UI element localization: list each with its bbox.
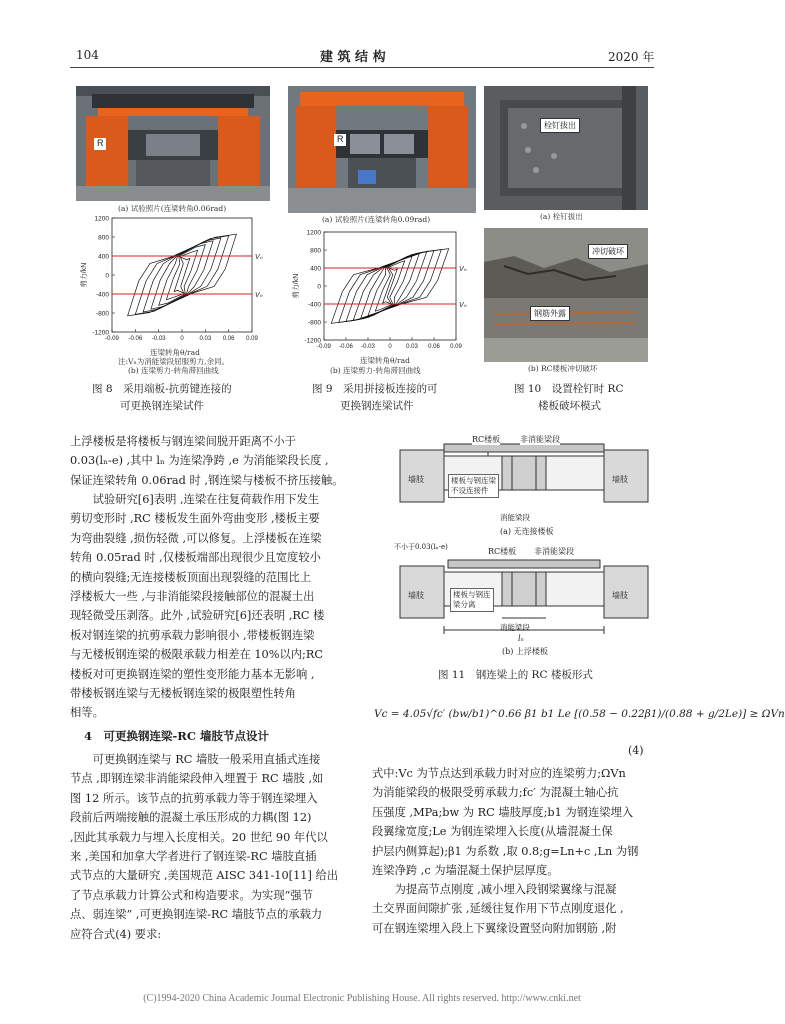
- text-line: 带楼板钢连梁与无楼板钢连梁的极限塑性转角: [70, 687, 296, 701]
- fig11b-wall-left: 墙肢: [408, 591, 424, 600]
- fig11b-link: 消能梁段: [500, 623, 530, 632]
- hysteresis-loop: [346, 250, 434, 321]
- right-paragraph-where: [372, 764, 658, 880]
- y-tick-label: -1200: [304, 337, 321, 345]
- text-line: 可在钢连梁埋入段上下翼缘设置竖向附加钢筋 ,附: [372, 921, 617, 935]
- text-line: 点、弱连梁” ,可更换钢连梁-RC 墙肢节点的承载力: [70, 908, 323, 922]
- header-rule: [70, 67, 654, 68]
- text-line: 0.03(lₙ-e) ,其中 lₙ 为连梁净跨 ,e 为消能梁段长度 ,: [70, 454, 329, 468]
- fig10b-caption: (b) RC楼板冲切破坏: [528, 364, 598, 373]
- x-tick-label: 0.09: [450, 344, 462, 350]
- text-line: 楼板对可更换钢连梁的塑性变形能力基本无影响 ,: [70, 667, 315, 681]
- fig11a-rc-slab: RC楼板: [472, 435, 501, 444]
- text-line: 应符合式(4) 要求:: [70, 927, 162, 941]
- fig8-caption: [92, 381, 262, 415]
- fig10-caption-line1: 图 10 设置栓钉时 RC: [514, 383, 624, 395]
- hysteresis-loop: [174, 257, 190, 293]
- y-tick-label: 800: [310, 247, 321, 255]
- fig11b-caption: (b) 上浮楼板: [502, 647, 548, 656]
- text-line: 压强度 ,MPa;bw 为 RC 墙肢厚度;b1 为钢连梁埋入: [372, 805, 634, 819]
- fig10-caption-line2: 楼板破坏模式: [538, 400, 601, 412]
- fig9-caption-line2: 更换钢连梁试件: [340, 400, 414, 412]
- fig8-photo-caption: (a) 试验照片(连梁转角0.06rad): [118, 204, 227, 213]
- page-number: 104: [76, 48, 99, 62]
- text-line: 式中:Vc 为节点达到承载力时对应的连梁剪力;ΩVn: [372, 767, 626, 780]
- fig11a-wall-left: 墙肢: [408, 475, 424, 484]
- fig8-caption-line2: 可更换钢连梁试件: [120, 400, 204, 412]
- fig9-chart-xlabel: 连梁转角θ/rad: [360, 356, 410, 365]
- text-line: 剪切变形时 ,RC 楼板发生面外弯曲变形 ,楼板主要: [70, 512, 320, 526]
- y-tick-label: 1200: [306, 229, 321, 237]
- y-tick-label: -1200: [92, 329, 109, 337]
- text-line: 板对钢连梁的抗剪承载力影响很小 ,带楼板钢连梁: [70, 628, 315, 642]
- text-line: 相等。: [70, 706, 104, 720]
- fig10-label-rebar: 钢筋外露: [530, 306, 570, 321]
- x-tick-label: 0.03: [199, 336, 212, 342]
- x-tick-label: -0.06: [339, 344, 353, 350]
- text-line: 为消能梁段的极限受剪承载力;fc′ 为混凝土轴心抗: [372, 786, 619, 800]
- fig9-marker-r: R: [337, 134, 344, 144]
- y-tick-label: -400: [307, 301, 321, 309]
- x-tick-label: -0.09: [317, 344, 331, 350]
- y-axis-label: 剪力/kN: [293, 273, 300, 299]
- copyright-footer: (C)1994-2020 China Academic Journal Electronic Publishing House. All rights reserved. http://www.cnki.net: [143, 993, 581, 1004]
- text-line: 浮楼板大一些 ,与非消能梁段接触部位的混凝土出: [70, 590, 315, 604]
- text-line: 段翼缘宽度;Le 为钢连梁埋入长度(从墙混凝土保: [372, 825, 613, 839]
- x-tick-label: 0.06: [428, 344, 440, 350]
- text-line: 式节点的大量研究 ,美国规范 AISC 341-10[11] 给出: [70, 869, 339, 883]
- fig11-diagram: [384, 430, 660, 660]
- hysteresis-loop: [151, 241, 213, 309]
- x-tick-label: -0.09: [105, 336, 119, 342]
- hysteresis-loop: [128, 234, 237, 316]
- left-paragraph-2: [70, 490, 356, 723]
- fig9-photo-caption: (a) 试验照片(连梁转角0.09rad): [322, 215, 431, 224]
- fig10-stud-pullout-photo: [484, 86, 648, 210]
- fig11a-note-line2: 不设连接件: [451, 486, 489, 495]
- fig11b-gap-note: 不小于0.03(lₙ-e): [394, 543, 448, 551]
- fig9-chart-caption: (b) 连梁剪力-转角滞回曲线: [330, 366, 421, 375]
- x-tick-label: 0.09: [246, 336, 258, 342]
- y-tick-label: 800: [98, 234, 109, 242]
- equation-4-number: (4): [628, 744, 644, 757]
- text-line: 节点 ,即钢连梁非消能梁段伸入埋置于 RC 墙肢 ,如: [70, 772, 324, 786]
- fig10-punching-failure-photo: [484, 228, 648, 362]
- text-line: 土交界面间隙扩张 ,延缓往复作用下节点刚度退化 ,: [372, 902, 624, 916]
- journal-title: 建 筑 结 构: [320, 50, 386, 65]
- fig11b-rc-slab: RC楼板: [488, 547, 517, 556]
- y-tick-label: 1200: [94, 215, 109, 223]
- hysteresis-loop: [353, 252, 426, 320]
- fig11a-link: 消能梁段: [500, 513, 530, 522]
- fig9-test-photo: [288, 86, 476, 213]
- text-line: 图 12 所示。该节点的抗剪承载力等于钢连梁埋入: [70, 791, 318, 805]
- fig9-hysteresis-chart: [288, 226, 478, 356]
- text-line: 保证连梁转角 0.06rad 时 ,钢连梁与楼板不挤压接触。: [70, 473, 344, 487]
- fig8-chart-caption: (b) 连梁剪力-转角滞回曲线: [128, 366, 219, 375]
- text-line: 连梁净跨 ,c 为墙混凝土保护层厚度。: [372, 864, 559, 878]
- text-line: 为提高节点刚度 ,减小埋入段钢梁翼缘与混凝: [394, 883, 617, 896]
- fig11a-wall-right: 墙肢: [612, 475, 628, 484]
- y-tick-label: 400: [310, 265, 321, 273]
- fig8-test-photo: [76, 86, 270, 201]
- fig11a-nonlink: 非消能梁段: [520, 435, 560, 444]
- x-tick-label: -0.06: [128, 336, 143, 342]
- text-line: ,因此其承载力与埋入长度相关。20 世纪 90 年代以: [70, 830, 328, 844]
- text-line: 护层内侧算起);β1 为系数 ,取 0.8;g=Ln+c ,Ln 为钢: [372, 844, 639, 858]
- fig11b-wall-right: 墙肢: [612, 591, 628, 600]
- fig8-marker-r: R: [97, 138, 104, 148]
- fig10-label-punching: 冲切破坏: [588, 244, 628, 259]
- yield-shear-label: Vₙ: [459, 266, 467, 273]
- fig11b-ln: lₙ: [518, 634, 524, 643]
- left-paragraph-1: [70, 432, 356, 490]
- fig11a-note: [448, 474, 499, 498]
- y-tick-label: 400: [98, 253, 109, 261]
- right-paragraph-5: [372, 880, 658, 938]
- text-line: 转角 0.05rad 时 ,仅楼板端部出现很少且宽度较小: [70, 551, 321, 565]
- hysteresis-loop: [135, 236, 228, 315]
- text-line: 的横向裂缝;无连接楼板顶面出现裂缝的范围比上: [70, 570, 312, 584]
- x-tick-label: -0.03: [151, 336, 166, 342]
- text-line: 可更换钢连梁与 RC 墙肢一般采用直插式连接: [92, 753, 321, 766]
- fig8-hysteresis-chart: [76, 212, 274, 348]
- y-tick-label: 0: [317, 283, 321, 291]
- fig8-chart-note: 注:Vₙ为消能梁段屈服剪力,余同。: [118, 357, 230, 366]
- fig11b-note-line1: 楼板与钢连: [453, 590, 491, 599]
- text-line: 现轻微受压剥落。此外 ,试验研究[6]还表明 ,RC 楼: [70, 609, 325, 623]
- fig11-caption: 图 11 钢连梁上的 RC 楼板形式: [438, 669, 593, 681]
- x-tick-label: 0.06: [222, 336, 235, 342]
- text-line: 试验研究[6]表明 ,连梁在往复荷载作用下发生: [92, 493, 320, 506]
- text-line: 来 ,美国和加拿大学者进行了钢连梁-RC 墙肢直插: [70, 850, 317, 864]
- y-tick-label: -800: [307, 319, 321, 327]
- text-line: 上浮楼板是将楼板与钢连梁间脱开距离不小于: [70, 435, 296, 448]
- left-paragraph-3: [70, 750, 356, 944]
- hysteresis-loop: [339, 250, 442, 323]
- hysteresis-loop: [361, 254, 420, 319]
- yield-shear-label: Vₙ: [255, 292, 263, 299]
- fig10-label-stud-pullout: 栓钉拔出: [540, 118, 580, 133]
- fig8-caption-line1: 图 8 采用端板-抗剪键连接的: [92, 383, 232, 395]
- yield-shear-label: Vₙ: [255, 254, 263, 261]
- fig11a-caption: (a) 无连接楼板: [500, 527, 554, 536]
- fig8-chart-xlabel: 连梁转角θ/rad: [150, 348, 200, 357]
- yield-shear-label: Vₙ: [459, 302, 467, 309]
- x-tick-label: -0.03: [361, 344, 375, 350]
- text-line: 了节点承载力计算公式和构造要求。为实现“强节: [70, 888, 314, 902]
- y-tick-label: -400: [95, 291, 109, 299]
- fig9-caption: [312, 381, 482, 415]
- hysteresis-loop: [143, 238, 221, 312]
- x-tick-label: 0: [388, 344, 392, 350]
- equation-4: Vc = 4.05√fc′ (bw/b1)^0.66 β1 b1 Le [(0.58 − 0.22β1)/(0.88 + g/2Le)] ≥ ΩVn: [374, 708, 785, 720]
- fig11a-note-line1: 楼板与钢连梁: [451, 476, 496, 485]
- y-axis-label: 剪力/kN: [81, 262, 88, 288]
- text-line: 与无楼板钢连梁的极限承载力相差在 10%以内;RC: [70, 648, 324, 662]
- section-heading-4: 4 可更换钢连梁-RC 墙肢节点设计: [84, 729, 269, 743]
- journal-year: 2020 年: [608, 50, 655, 64]
- fig11b-nonlink: 非消能梁段: [534, 547, 574, 556]
- fig11b-note-line2: 梁分离: [453, 600, 476, 609]
- fig10a-caption: (a) 栓钉拔出: [540, 212, 583, 221]
- fig11b-note: [450, 588, 494, 612]
- plot-frame: [324, 232, 456, 340]
- x-tick-label: 0: [180, 336, 184, 342]
- y-tick-label: -800: [95, 310, 109, 318]
- y-tick-label: 0: [105, 272, 109, 280]
- text-line: 段前后两端接触的混凝土承压形成的力耦(图 12): [70, 811, 312, 825]
- x-tick-label: 0.03: [406, 344, 418, 350]
- fig10-caption: [514, 381, 654, 415]
- fig9-caption-line1: 图 9 采用拼接板连接的可: [312, 383, 438, 395]
- text-line: 为弯曲裂缝 ,损伤轻微 ,可以修复。上浮楼板在连梁: [70, 531, 322, 545]
